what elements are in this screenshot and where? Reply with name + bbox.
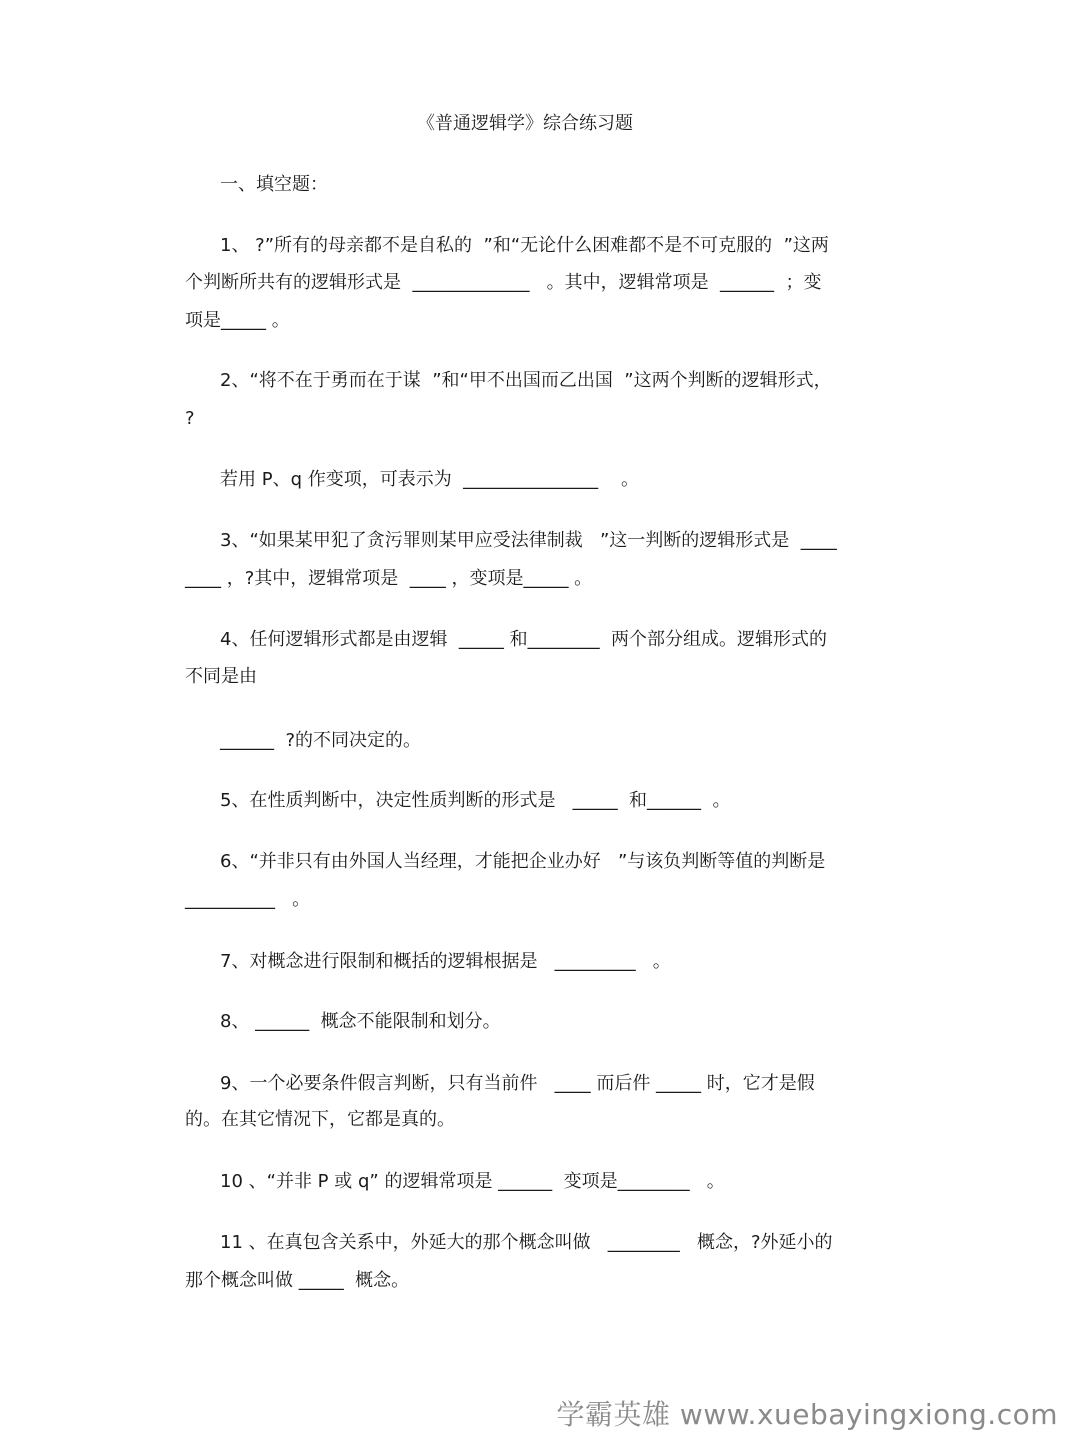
text-line: 项是_____ 。 [185, 310, 290, 331]
text-line: 9、一个必要条件假言判断，只有当前件 ____ 而后件 _____ 时，它才是假 [220, 1073, 815, 1094]
text-line: 6、“并非只有由外国人当经理，才能把企业办好 ”与该负判断等值的判断是 [220, 851, 826, 872]
text-line: 3、“如果某甲犯了贪污罪则某甲应受法律制裁 ”这一判断的逻辑形式是 ____ [220, 530, 837, 551]
text-line: ? [185, 408, 195, 429]
text-line: 5、在性质判断中，决定性质判断的形式是 _____ 和______ 。 [220, 790, 731, 811]
section-heading: 一、填空题： [220, 174, 328, 195]
text-line: 1、 ?”所有的母亲都不是自私的 ”和“无论什么困难都不是不可克服的 ”这两 [220, 235, 829, 256]
text-line: 10 、“并非 P 或 q” 的逻辑常项是 ______ 变项是________ 。 [220, 1171, 725, 1192]
text-line: ____ ，?其中，逻辑常项是 ____ ，变项是_____ 。 [185, 568, 593, 589]
text-line: __________ 。 [185, 889, 311, 910]
text-line: 2、“将不在于勇而在于谋 ”和“甲不出国而乙出国 ”这两个判断的逻辑形式， [220, 370, 832, 391]
text-line: 那个概念叫做 _____ 概念。 [185, 1270, 410, 1291]
text-line: 的。在其它情况下，它都是真的。 [185, 1109, 455, 1130]
text-line: 若用 P、q 作变项，可表示为 _______________ 。 [220, 469, 640, 490]
text-line: ______ ?的不同决定的。 [220, 730, 421, 751]
text-line: 8、 ______ 概念不能限制和划分。 [220, 1011, 501, 1032]
text-line: 7、对概念进行限制和概括的逻辑根据是 _________ 。 [220, 951, 671, 972]
watermark: 学霸英雄 www.xuebayingxiong.com [556, 1398, 1058, 1431]
text-line: 不同是由 [185, 666, 257, 687]
text-line: 个判断所共有的逻辑形式是 _____________ 。其中，逻辑常项是 ______ ；变 [185, 272, 822, 293]
text-line: 11 、在真包含关系中，外延大的那个概念叫做 ________ 概念，?外延小的 [220, 1232, 833, 1253]
text-line: 4、任何逻辑形式都是由逻辑 _____ 和________ 两个部分组成。逻辑形式的 [220, 629, 828, 650]
document-title: 《普通逻辑学》综合练习题 [417, 113, 633, 134]
